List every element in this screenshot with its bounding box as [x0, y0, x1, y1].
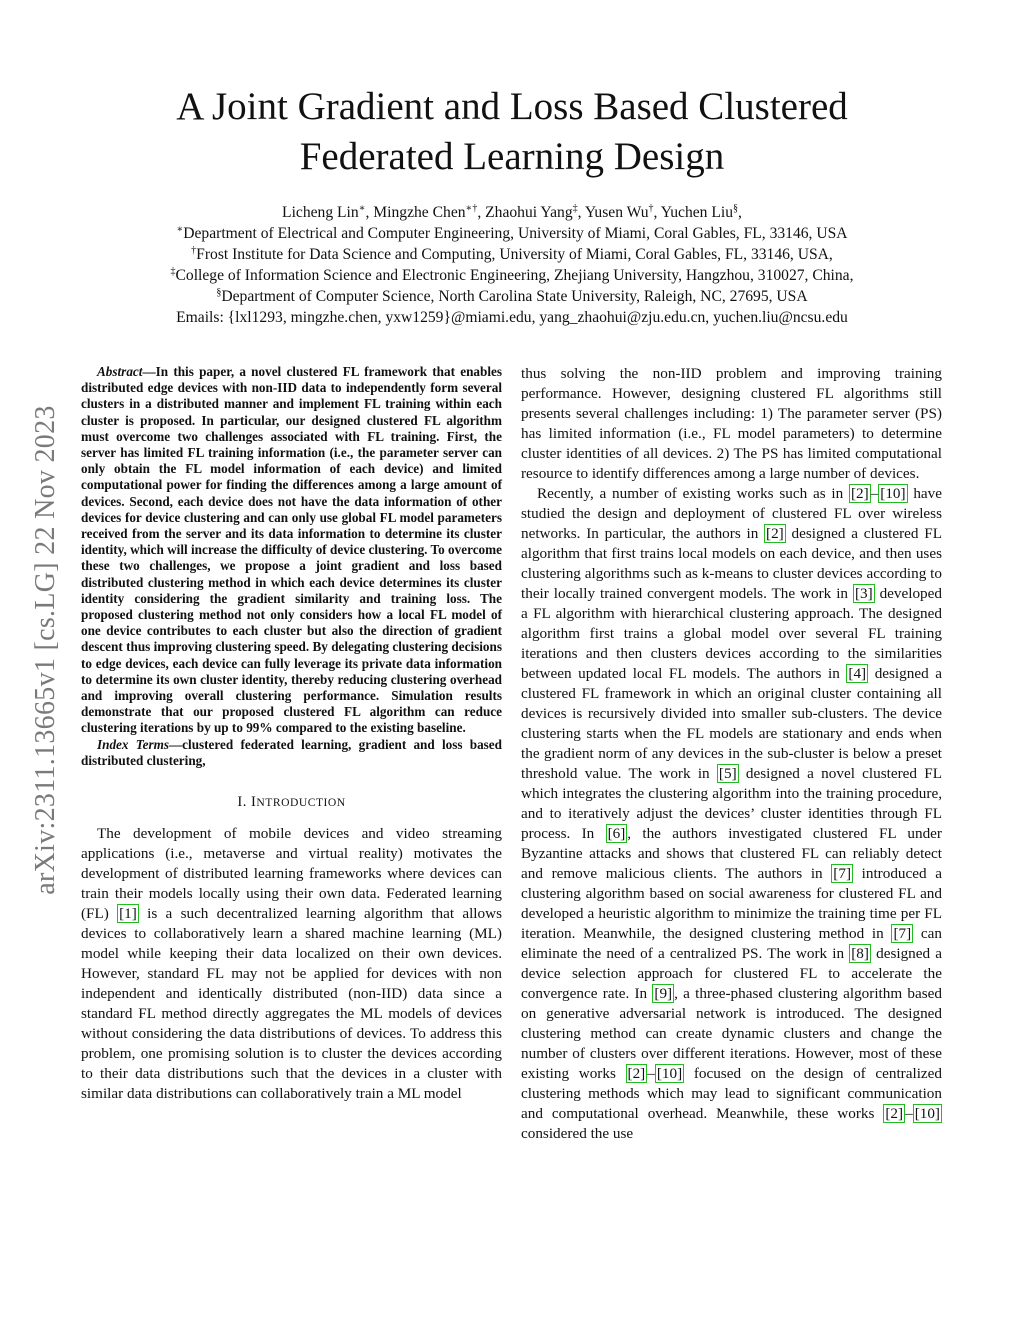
author-name: Zhaohui Yang	[485, 204, 573, 221]
paper-title	[112, 82, 912, 182]
citation-link[interactable]: [7]	[893, 925, 912, 942]
paragraph-text: focused on the design of centralized clustering methods which may lead to significant communication and computational overhead. Meanwhile, these works	[521, 1065, 942, 1122]
affiliation-line	[100, 244, 924, 265]
abstract	[81, 364, 502, 737]
author-name: Mingzhe Chen	[373, 204, 466, 221]
paragraph-text: considered the use	[521, 1125, 634, 1142]
author-mark: ‡	[572, 202, 578, 214]
citation-link[interactable]: [2]	[766, 525, 784, 542]
paragraph-text: , a three-phased clustering algorithm based on generative adversarial network is introduced. The designed clustering method can create dynamic clusters and change the number of clusters over different iterations. However, most of these existing works	[521, 985, 942, 1082]
author-mark: †	[648, 202, 654, 214]
affiliation-text: Frost Institute for Data Science and Computing, University of Miami, Coral Gables, FL, 33146, USA,	[196, 246, 833, 263]
affiliation-mark: ‡	[170, 265, 176, 277]
affiliation-line	[100, 265, 924, 286]
intro-paragraph	[81, 824, 502, 1104]
author-name: Yusen Wu	[584, 204, 649, 221]
citation-link[interactable]: [1]	[119, 905, 137, 923]
affiliation-line	[100, 223, 924, 244]
right-column	[521, 364, 942, 1144]
affiliation-line	[100, 286, 924, 307]
citation-link[interactable]: [10]	[880, 485, 906, 502]
index-terms	[81, 737, 502, 769]
affiliation-mark: ∗	[176, 223, 184, 235]
section-heading-introduction	[81, 793, 502, 812]
related-work-paragraph	[521, 484, 942, 1144]
abstract-heading: Abstract	[97, 364, 143, 379]
left-column	[81, 364, 502, 1104]
section-numeral: I.	[237, 794, 252, 811]
author-mark: ∗†	[465, 202, 478, 214]
paragraph-text: can eliminate the need of a centralized PS. The work in	[521, 925, 942, 962]
citation-link[interactable]: [2]	[627, 1065, 646, 1082]
paragraph-text: , the authors investigated clustered FL under Byzantine attacks and shows that clustered FL can reliably detect and remove malicious clients. The authors in	[521, 825, 942, 882]
citation-link[interactable]: [9]	[654, 985, 673, 1002]
paragraph-text: designed a device selection approach for clustered FL to accelerate the convergence rate. In	[521, 945, 942, 1002]
paragraph-text: The development of mobile devices and video streaming applications (i.e., metaverse and virtual reality) motivates the development of distributed learning frameworks where devices can train their models locally using their own data. Federated learning (FL)	[81, 825, 502, 923]
citation-link[interactable]: [7]	[833, 865, 852, 882]
intro-paragraph-continued: thus solving the non-IID problem and improving training performance. However, designing clustered FL algorithms still presents several challenges including: 1) The parameter server (PS) has limited information (i.e., FL model parameters) to determine cluster identities of all devices. 2) The PS has limited computational resource to identify differences among a large number of devices.	[521, 365, 942, 482]
author-name: Yuchen Liu	[660, 204, 734, 221]
citation-dash: –	[905, 1105, 913, 1122]
author-block	[100, 202, 924, 328]
section-title-rest: NTRODUCTION	[256, 796, 346, 810]
citation-link[interactable]: [2]	[885, 1105, 904, 1122]
paragraph-text: designed a clustered FL algorithm that first trains local models on each device, and then uses clustering algorithms such as k-means to cluster devices according to their locally trained convergent models. The work in	[521, 525, 942, 602]
affiliation-mark: †	[191, 244, 197, 256]
paragraph-text: designed a novel clustered FL which integrates the clustering algorithm into the training procedure, and to iteratively adjust the devices’ cluster identities through FL process. In	[521, 765, 942, 842]
author-mark: ∗	[358, 202, 366, 214]
citation-dash: –	[647, 1065, 655, 1082]
abstract-text: —In this paper, a novel clustered FL framework that enables distributed edge devices with non-IID data to independently form several clusters in a distributed manner and implement FL training within each cluster is proposed. In particular, our designed clustered FL algorithm must overcome two challenges associated with FL training. First, the server has limited FL training information (i.e., the parameter server can only obtain the FL model information of each device) and limited computational power for finding the differences among a large amount of devices. Second, each device does not have the data information of other devices for device clustering and can only use global FL model parameters received from the server and its data information to determine its cluster identity, which will increase the difficulty of device clustering. To overcome these two challenges, we propose a joint gradient and loss based distributed clustering method in which each device determines its cluster identity considering the gradient similarity and training loss. The proposed clustering method not only considers how a local FL model of one device contributes to each cluster but also the direction of gradient descent thus improving clustering speed. By delegating clustering decisions to edge devices, each device can fully leverage its private data information to determine its own cluster identity, thereby reducing clustering overhead and improving overall clustering performance. Simulation results demonstrate that our proposed clustered FL algorithm can reduce clustering iterations by up to 99% compared to the existing baseline.	[81, 364, 502, 736]
citation-link[interactable]: [10]	[656, 1065, 683, 1082]
paragraph-text: Recently, a number of existing works such as in	[537, 485, 849, 502]
citation-link[interactable]: [2]	[850, 485, 869, 502]
author-name: Licheng Lin	[282, 204, 359, 221]
paragraph-text: developed a FL algorithm with hierarchical clustering approach. The designed algorithm first trains a global model over several FL training iterations and then clusters devices according to the similarities between updated local FL models. The authors in	[521, 585, 942, 682]
section-title-initial: I	[251, 794, 257, 811]
arxiv-stamp-text: arXiv:2311.13665v1 [cs.LG] 22 Nov 2023	[30, 405, 61, 895]
index-terms-heading: Index Terms	[97, 736, 169, 752]
citation-link[interactable]: [8]	[851, 945, 869, 962]
citation-dash: –	[870, 485, 879, 502]
affiliation-text: Department of Electrical and Computer Engineering, University of Miami, Coral Gables, FL, 33146, USA	[183, 225, 848, 242]
citation-link[interactable]: [10]	[914, 1105, 940, 1122]
citation-link[interactable]: [3]	[854, 585, 873, 602]
author-list: Licheng Lin∗, Mingzhe Chen∗†, Zhaohui Yang‡, Yusen Wu†, Yuchen Liu§,	[282, 202, 742, 221]
author-mark: §	[733, 202, 739, 214]
affiliation-text: College of Information Science and Electronic Engineering, Zhejiang University, Hangzhou, 310027, China,	[175, 267, 854, 284]
paragraph-text: is a such decentralized learning algorithm that allows devices to collaboratively learn a shared machine learning (ML) model while keeping their data localized on their own devices. However, standard FL may not be applied for devices with non independent and identically distributed (non-IID) data since a standard FL method directly aggregates the ML models of devices without considering the data distributions of devices. To address this problem, one promising solution is to cluster the devices according to their data distributions such that the devices in a cluster with similar data distributions can collaboratively train a ML model	[81, 905, 502, 1103]
paragraph-text: introduced a clustering algorithm based on social awareness for clustered FL and developed a heuristic algorithm to minimize the training time per FL iteration. Meanwhile, the designed clustering method in	[521, 865, 942, 942]
title-line-2: Federated Learning Design	[299, 135, 725, 178]
title-line-1: A Joint Gradient and Loss Based Clustered	[176, 85, 848, 128]
citation-link[interactable]: [6]	[607, 825, 626, 842]
author-emails: Emails: {lxl1293, mingzhe.chen, yxw1259}@miami.edu, yang_zhaohui@zju.edu.cn, yuchen.liu@ncsu.edu	[176, 309, 848, 326]
affiliation-text: Department of Computer Science, North Carolina State University, Raleigh, NC, 27695, USA	[221, 288, 808, 305]
citation-link[interactable]: [4]	[848, 665, 867, 682]
affiliation-mark: §	[216, 286, 222, 298]
paragraph-text: designed a clustered FL framework in which an original cluster containing all devices is recursively divided into smaller sub-clusters. The device clustering starts when the FL models are stationary and ends when the gradient norm of any devices in the sub-cluster is below a preset threshold value. The work in	[521, 665, 942, 782]
index-terms-text: —clustered federated learning, gradient and loss based distributed clustering,	[81, 736, 502, 768]
paragraph-text: have studied the design and deployment of clustered FL over wireless networks. In particular, the authors in	[521, 485, 943, 542]
citation-link[interactable]: [5]	[718, 765, 737, 782]
